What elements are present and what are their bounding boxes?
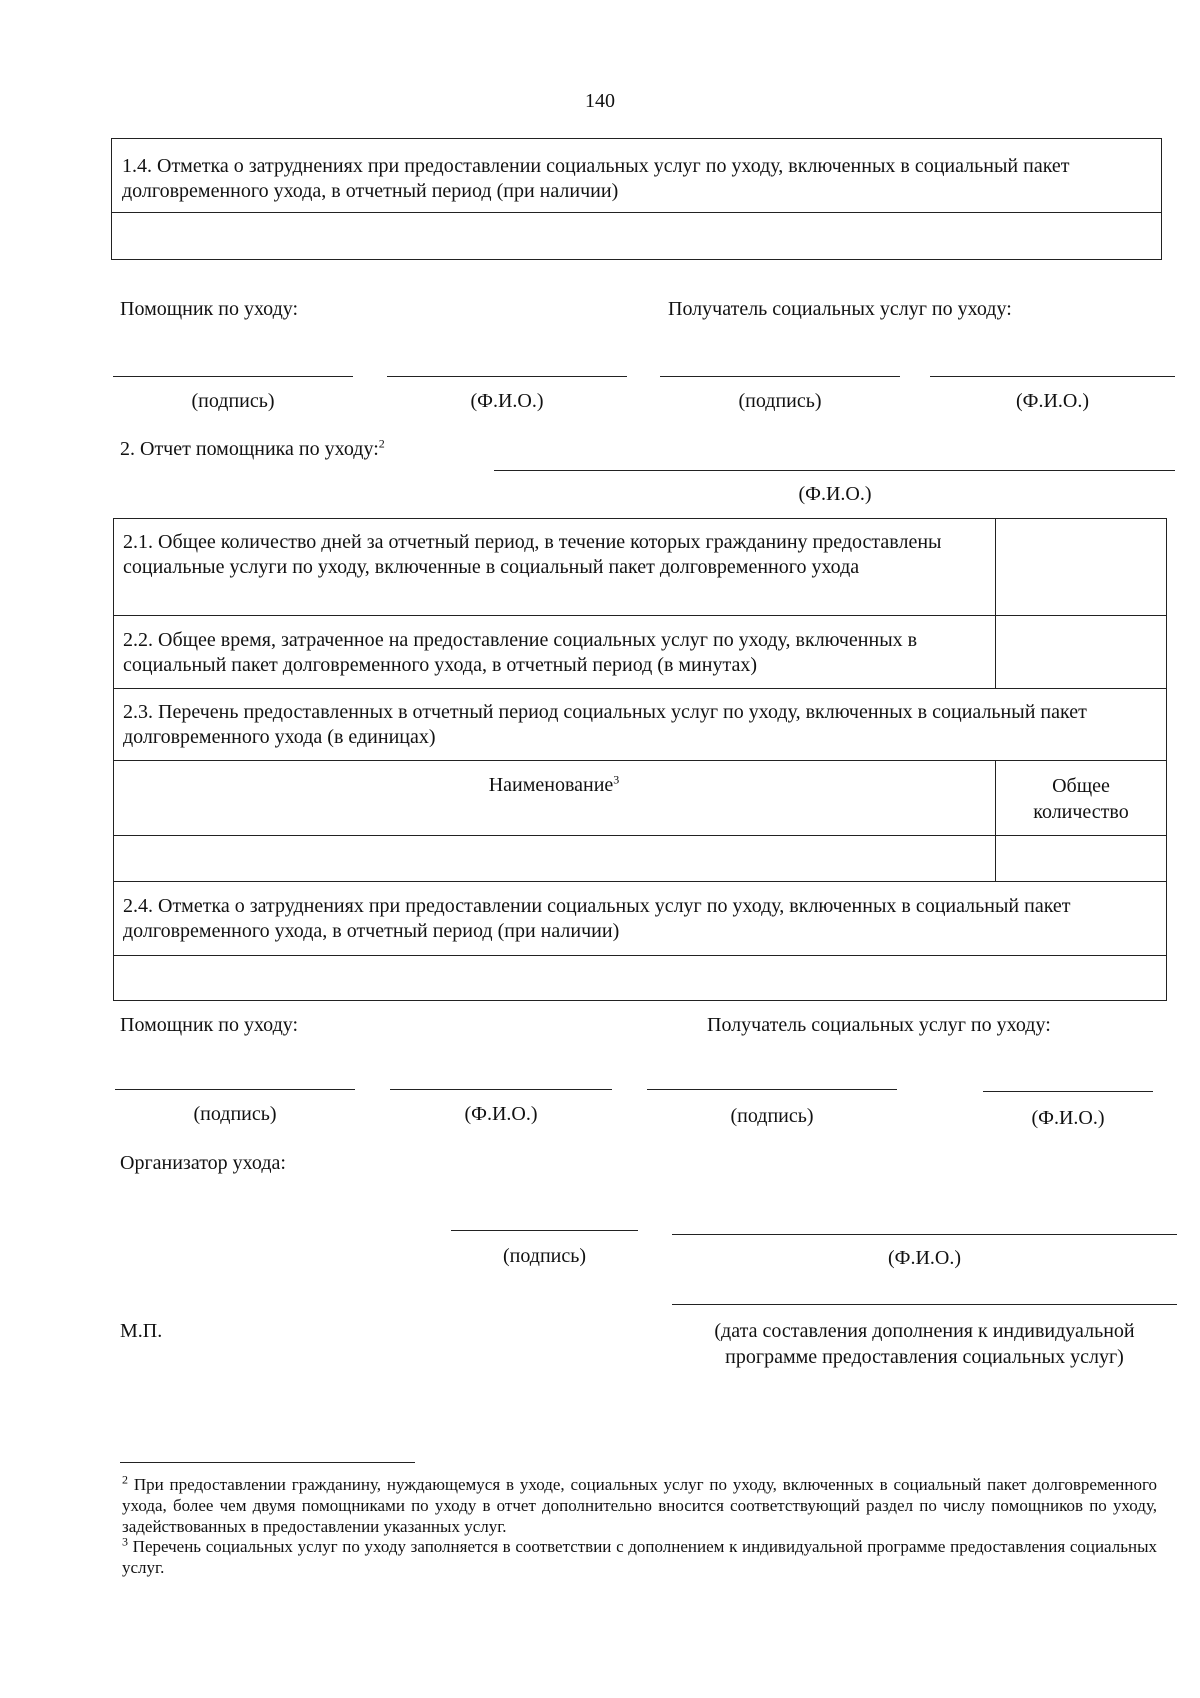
assistant-fio-line[interactable] (494, 470, 1175, 471)
row-2-1-value-field[interactable] (995, 520, 1165, 614)
recipient-name-caption-2: (Ф.И.О.) (1031, 1107, 1105, 1129)
organizer-name-caption: (Ф.И.О.) (887, 1247, 961, 1269)
organizer-label: Организатор ухода: (120, 1152, 286, 1174)
row-divider (113, 688, 1167, 689)
recipient-name-line-2[interactable] (983, 1091, 1153, 1092)
row-divider (113, 955, 1167, 956)
assistant-name-line[interactable] (387, 376, 627, 377)
service-name-field[interactable] (115, 837, 993, 879)
row-2-4-value-field[interactable] (115, 957, 1165, 999)
section-2-title: 2. Отчет помощника по уходу:$^2$ (120, 436, 385, 460)
recipient-label: Получатель социальных услуг по уходу: (668, 298, 1012, 320)
assistant-label-2: Помощник по уходу: (120, 1014, 299, 1036)
assistant-label: Помощник по уходу: (120, 298, 299, 320)
footnote-2: $^2$ При предоставлении гражданину, нуждающемуся в уходе, социальных услуг по уходу, включенных в социальный пакет долговременного ухода, более чем двумя помощниками по уходу в отчет дополнительно вносится соответствующий раздел по числу помощников по уходу, задействованных в предоставлении указанных услуг. (122, 1472, 1158, 1536)
date-caption: (дата составления дополнения к индивидуальной программе предоставления социальных услуг) (714, 1320, 1135, 1368)
row-2-4-label: 2.4. Отметка о затруднениях при предоставлении социальных услуг по уходу, включенных в социальный пакет долговременного ухода, в отчетный период (при наличии) (123, 895, 1071, 942)
row-2-3-label: 2.3. Перечень предоставленных в отчетный период социальных услуг по уходу, включенных в социальный пакет долговременного ухода (в единицах) (123, 701, 1087, 748)
service-total-field[interactable] (997, 837, 1165, 879)
assistant-signature-caption: (подпись) (191, 390, 275, 412)
section-1-4-divider (111, 212, 1162, 213)
column-divider (995, 518, 996, 688)
organizer-signature-line[interactable] (451, 1230, 638, 1231)
footnote-3: $^3$ Перечень социальных услуг по уходу заполняется в соответствии с дополнением к индивидуальной программе предоставления социальных услуг. (122, 1534, 1158, 1577)
recipient-name-line[interactable] (930, 376, 1175, 377)
assistant-signature-line-2[interactable] (115, 1089, 355, 1090)
col-name-header: Наименование$^3$ (488, 772, 620, 796)
page-number: 140 (585, 90, 615, 112)
assistant-name-caption-2: (Ф.И.О.) (464, 1103, 538, 1125)
row-divider (113, 835, 1167, 836)
recipient-label-2: Получатель социальных услуг по уходу: (707, 1014, 1051, 1036)
recipient-signature-caption: (подпись) (738, 390, 822, 412)
assistant-signature-caption-2: (подпись) (193, 1103, 277, 1125)
recipient-signature-line-2[interactable] (647, 1089, 897, 1090)
recipient-name-caption: (Ф.И.О.) (1015, 390, 1089, 412)
column-divider (995, 760, 996, 881)
date-line[interactable] (672, 1304, 1177, 1305)
assistant-name-line-2[interactable] (390, 1089, 612, 1090)
section-1-4-value-field[interactable] (112, 214, 1160, 258)
assistant-name-caption: (Ф.И.О.) (470, 390, 544, 412)
assistant-fio-caption: (Ф.И.О.) (798, 483, 872, 505)
organizer-name-line[interactable] (672, 1234, 1177, 1235)
section-1-4-title: 1.4. Отметка о затруднениях при предоставлении социальных услуг по уходу, включенных в социальный пакет долговременного ухода, в отчетный период (при наличии) (122, 155, 1070, 202)
organizer-signature-caption: (подпись) (502, 1245, 587, 1267)
stamp-label: М.П. (120, 1320, 163, 1342)
recipient-signature-line[interactable] (660, 376, 900, 377)
row-2-2-value-field[interactable] (995, 617, 1165, 687)
recipient-signature-caption-2: (подпись) (730, 1105, 814, 1127)
col-total-header: Общее количество (1033, 775, 1129, 823)
footnote-separator (120, 1462, 415, 1463)
row-2-2-label: 2.2. Общее время, затраченное на предоставление социальных услуг по уходу, включенных в социальный пакет долговременного ухода, в отчетный период (в минутах) (123, 629, 918, 676)
assistant-signature-line[interactable] (113, 376, 353, 377)
row-divider (113, 760, 1167, 761)
row-divider (113, 881, 1167, 882)
row-divider (113, 615, 1167, 616)
row-2-1-label: 2.1. Общее количество дней за отчетный период, в течение которых гражданину предоставлены социальные услуги по уходу, включенные в социальный пакет долговременного ухода (123, 531, 942, 578)
